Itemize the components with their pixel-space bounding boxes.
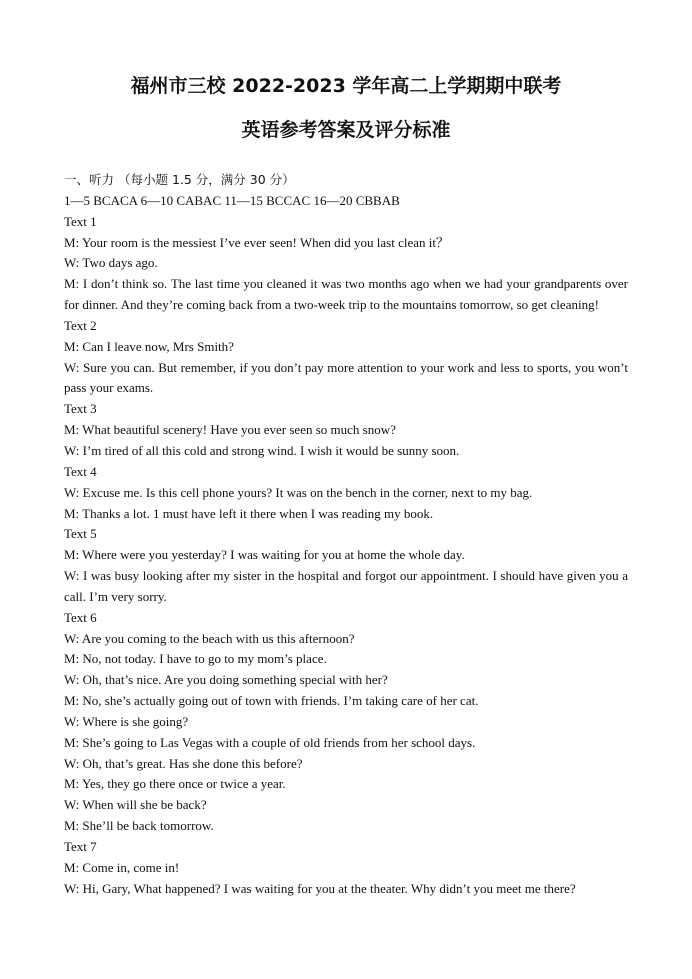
- text-label: Text 4: [64, 463, 97, 479]
- dialogue-line: M: I don’t think so. The last time you cleaned it was two months ago when we had your grandparents over for dinner. And they’re coming back from a two-week trip to the mountains tomorrow, so get cleaning!: [64, 276, 628, 313]
- answer-key: 1—5 BCACA 6—10 CABAC 11—15 BCCAC 16—20 CBBAB: [64, 192, 400, 208]
- dialogue-line: M: She’ll be back tomorrow.: [64, 818, 214, 834]
- document-subtitle: 英语参考答案及评分标准: [241, 119, 451, 141]
- dialogue-line: W: Are you coming to the beach with us this afternoon?: [64, 630, 355, 646]
- dialogue-line: W: Hi, Gary, What happened? I was waiting for you at the theater. Why didn’t you meet me there?: [64, 880, 576, 896]
- dialogue-line: M: Can I leave now, Mrs Smith?: [64, 338, 234, 354]
- dialogue-line: W: Excuse me. Is this cell phone yours? It was on the bench in the corner, next to my bag.: [64, 484, 533, 500]
- dialogue-line: W: I’m tired of all this cold and strong wind. I wish it would be sunny soon.: [64, 442, 460, 458]
- document-title: 福州市三校 2022-2023 学年高二上学期期中联考: [130, 75, 562, 97]
- text-label: Text 1: [64, 213, 97, 229]
- text-label: Text 3: [64, 401, 97, 417]
- text-label: Text 6: [64, 609, 97, 625]
- dialogue-line: W: I was busy looking after my sister in the hospital and forgot our appointment. I should have given you a call. I’m very sorry.: [64, 568, 628, 604]
- dialogue-line: M: Thanks a lot. 1 must have left it there when I was reading my book.: [64, 505, 434, 521]
- text-label: Text 5: [64, 526, 97, 542]
- text-label: Text 2: [64, 317, 97, 333]
- dialogue-line: M: Your room is the messiest I’ve ever seen! When did you last clean it？: [64, 234, 449, 250]
- dialogue-line: M: No, she’s actually going out of town with friends. I’m taking care of her cat.: [64, 693, 479, 709]
- dialogue-line: W: Oh, that’s great. Has she done this before?: [64, 755, 303, 771]
- text-label: Text 7: [64, 839, 97, 854]
- dialogue-line: M: What beautiful scenery! Have you ever seen so much snow?: [64, 422, 396, 438]
- dialogue-line: M: No, not today. I have to go to my mom’s place.: [64, 651, 327, 667]
- document-body: [64, 170, 628, 900]
- dialogue-line: M: Yes, they go there once or twice a year.: [64, 776, 286, 792]
- section-heading: 一、听力 （每小题 1.5 分，满分 30 分）: [64, 172, 295, 187]
- dialogue-line: W: Two days ago.: [64, 255, 158, 271]
- dialogue-line: M: She’s going to Las Vegas with a couple of old friends from her school days.: [64, 734, 476, 750]
- dialogue-line: W: Sure you can. But remember, if you don’t pay more attention to your work and less to sports, you won’t pass your exams.: [64, 359, 628, 396]
- dialogue-line: M: Where were you yesterday? I was waiting for you at home the whole day.: [64, 547, 465, 563]
- dialogue-line: W: When will she be back?: [64, 797, 207, 813]
- dialogue-line: W: Where is she going?: [64, 713, 189, 729]
- dialogue-line: M: Come in, come in!: [64, 859, 180, 875]
- dialogue-line: W: Oh, that’s nice. Are you doing something special with her?: [64, 672, 388, 688]
